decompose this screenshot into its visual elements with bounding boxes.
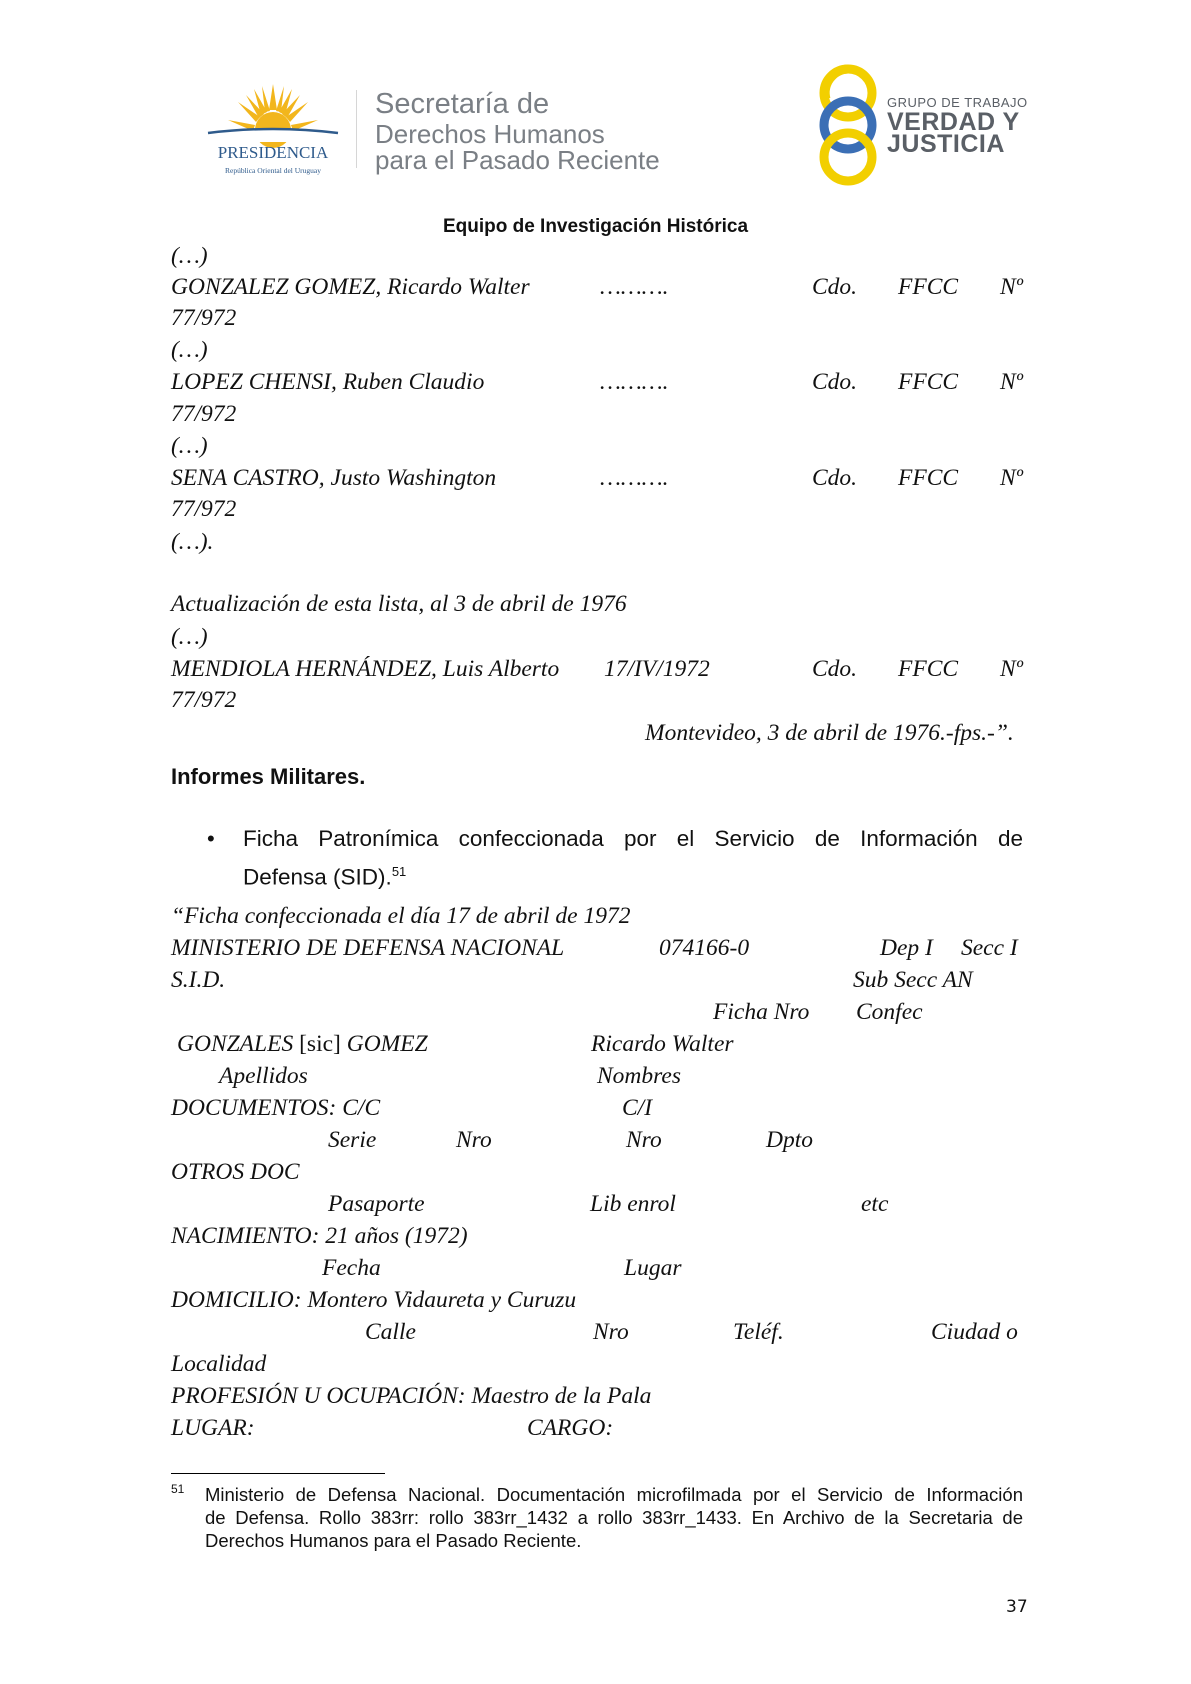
ficha-ciudad-label: Ciudad o [931,1319,1018,1345]
ficha-lib-enrol-label: Lib enrol [590,1191,676,1217]
entry-date: ………. [600,274,669,300]
presidencia-logo-text: PRESIDENCIA [217,143,329,162]
entry-cdo: Cdo. [812,274,858,300]
entry-no: Nº [1000,274,1023,300]
ficha-nro-label: Ficha Nro [713,999,810,1025]
entry-ffcc: FFCC [898,465,959,491]
ficha-calle-label: Calle [365,1319,416,1345]
ficha-otros-doc: OTROS DOC [171,1159,300,1185]
ficha-subsecc: Sub Secc AN [853,967,973,993]
ficha-pasaporte-label: Pasaporte [328,1191,425,1217]
ficha-given-names: Ricardo Walter [591,1031,734,1057]
gtvj-line3: JUSTICIA [887,130,1005,158]
secretaria-title-line2: Derechos Humanos [375,119,605,149]
entry-date: ………. [600,465,669,491]
list-signoff: Montevideo, 3 de abril de 1976.-fps.-”. [645,720,1014,746]
entry-cdo: Cdo. [812,465,858,491]
list-update-title: Actualización de esta lista, al 3 de abril de 1976 [171,591,627,617]
sun-icon [218,84,328,148]
ficha-confec-label: Confec [856,999,923,1025]
entry-no: Nº [1000,656,1023,682]
footnote-line1: Ministerio de Defensa Nacional. Documentación microfilmada por el Servicio de Información [205,1484,1023,1505]
ficha-lugar: LUGAR: [171,1415,255,1441]
ficha-domicilio: DOMICILIO: Montero Vidaureta y Curuzu [171,1287,577,1313]
bullet-line1: Ficha Patronímica confeccionada por el Servicio de Información de [243,826,1023,851]
bullet-dot: • [207,826,215,851]
presidencia-logo [198,80,348,180]
secretaria-title-line1: Secretaría de [375,88,550,120]
ficha-nombres-label: Nombres [597,1063,681,1089]
footnote-divider [171,1473,385,1474]
ficha-cargo: CARGO: [527,1415,614,1441]
presidencia-logo-subtext: República Oriental del Uruguay [224,166,322,175]
footnote-line3: Derechos Humanos para el Pasado Reciente. [205,1530,582,1551]
page-heading: Equipo de Investigación Histórica [442,216,749,237]
ficha-ministerio: MINISTERIO DE DEFENSA NACIONAL [171,935,565,961]
ficha-apellidos-label: Apellidos [219,1063,308,1089]
entry-cdo: Cdo. [812,369,858,395]
entry-number: 77/972 [171,305,237,331]
ficha-ci: C/I [622,1095,653,1121]
header-divider [356,90,357,168]
ficha-nro-label: Nro [456,1127,492,1153]
footnote-ref[interactable]: 51 [391,864,407,879]
sic-note: [sic] [299,1031,341,1057]
ficha-telef-label: Teléf. [733,1319,784,1345]
entry-number: 77/972 [171,687,237,713]
entry-name: MENDIOLA HERNÁNDEZ, Luis Alberto [171,656,560,682]
ellipsis: (…) [171,337,208,363]
entry-date: ………. [600,369,669,395]
entry-name: LOPEZ CHENSI, Ruben Claudio [171,369,485,395]
ficha-profesion: PROFESIÓN U OCUPACIÓN: Maestro de la Pala [171,1383,652,1409]
ficha-fecha-label: Fecha [322,1255,381,1281]
ficha-dpto-label: Dpto [766,1127,813,1153]
ellipsis: (…). [171,529,214,555]
entry-ffcc: FFCC [898,656,959,682]
gtvj-rings-logo [810,63,890,188]
ficha-nro-label: Nro [626,1127,662,1153]
entry-date: 17/IV/1972 [604,656,710,682]
entry-cdo: Cdo. [812,656,858,682]
entry-no: Nº [1000,369,1023,395]
secretaria-title-line3: para el Pasado Reciente [375,145,660,175]
ficha-number: 074166-0 [659,935,750,961]
entry-number: 77/972 [171,496,237,522]
page-number: 37 [1006,1597,1028,1617]
ellipsis: (…) [171,243,208,269]
ficha-dep: Dep I [880,935,933,961]
ficha-intro: “Ficha confeccionada el día 17 de abril de 1972 [171,903,631,929]
section-heading: Informes Militares. [171,764,366,789]
entry-no: Nº [1000,465,1023,491]
entry-ffcc: FFCC [898,369,959,395]
bullet-item [243,822,1023,894]
ellipsis: (…) [171,433,208,459]
ficha-surname [177,1029,428,1059]
ficha-lugar-label: Lugar [624,1255,682,1281]
gtvj-line2: VERDAD Y [887,108,1020,136]
footnote-line2: de Defensa. Rollo 383rr: rollo 383rr_1432 a rollo 383rr_1433. En Archivo de la Secretaria de [205,1507,1023,1528]
surname-part2: GOMEZ [340,1031,428,1057]
gtvj-line1: GRUPO DE TRABAJO [887,95,1028,110]
ficha-etc-label: etc [861,1191,889,1217]
ficha-nacimiento: NACIMIENTO: 21 años (1972) [171,1223,468,1249]
footnote-number: 51 [171,1482,185,1496]
ficha-documentos: DOCUMENTOS: C/C [171,1095,381,1121]
footnote-text [205,1483,1023,1552]
entry-number: 77/972 [171,401,237,427]
ficha-sid: S.I.D. [171,967,226,993]
entry-ffcc: FFCC [898,274,959,300]
ficha-nro-label: Nro [593,1319,629,1345]
ficha-localidad-label: Localidad [171,1351,267,1377]
ficha-serie-label: Serie [328,1127,377,1153]
entry-name: SENA CASTRO, Justo Washington [171,465,497,491]
ficha-secc: Secc I [961,935,1018,961]
bullet-line2: Defensa (SID). [243,864,392,890]
ellipsis: (…) [171,624,208,650]
entry-name: GONZALEZ GOMEZ, Ricardo Walter [171,274,530,300]
surname-part1: GONZALES [177,1031,300,1057]
